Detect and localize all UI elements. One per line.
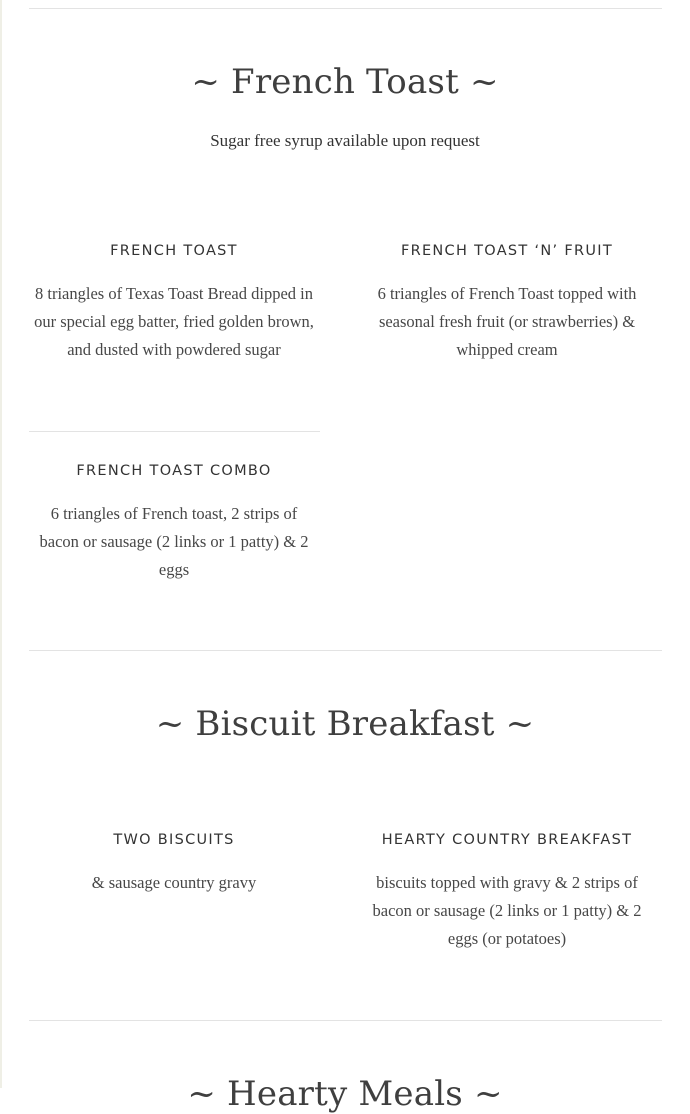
menu-item-name: FRENCH TOAST COMBO	[76, 463, 272, 479]
menu-item-name: HEARTY COUNTRY BREAKFAST	[381, 832, 633, 848]
menu-item-hearty-country-breakfast	[358, 830, 656, 953]
menu-item-name: FRENCH TOAST ‘N’ FRUIT	[400, 243, 614, 259]
menu-item-description: 6 triangles of French Toast topped with seasonal fresh fruit (or strawberries) & whipped cream	[377, 284, 637, 359]
section-subtitle-french-toast: Sugar free syrup available upon request	[210, 131, 480, 150]
menu-item-description: & sausage country gravy	[91, 873, 257, 892]
section-title-biscuit-breakfast: ~ Biscuit Breakfast ~	[155, 704, 535, 744]
section-title-next: ~ Hearty Meals ~	[187, 1074, 503, 1114]
menu-item-two-biscuits	[29, 830, 319, 897]
menu-item-description: 6 triangles of French toast, 2 strips of bacon or sausage (2 links or 1 patty) & 2 eggs	[39, 504, 309, 579]
menu-item-name: TWO BISCUITS	[113, 832, 235, 848]
item-divider	[29, 431, 320, 432]
menu-item-name: FRENCH TOAST	[110, 243, 238, 259]
menu-item-description: 8 triangles of Texas Toast Bread dipped in our special egg batter, fried golden brown, and dusted with powdered sugar	[34, 284, 314, 359]
menu-item-french-toast-n-fruit	[362, 241, 652, 364]
section-divider	[29, 650, 662, 651]
menu-item-french-toast	[29, 241, 319, 364]
page-left-border	[0, 0, 2, 1088]
menu-item-french-toast-combo	[29, 461, 319, 584]
section-divider	[29, 8, 662, 9]
section-title-french-toast: ~ French Toast ~	[191, 62, 499, 102]
menu-item-description: biscuits topped with gravy & 2 strips of bacon or sausage (2 links or 1 patty) & 2 eggs (or potatoes)	[372, 873, 642, 948]
section-divider	[29, 1020, 662, 1021]
